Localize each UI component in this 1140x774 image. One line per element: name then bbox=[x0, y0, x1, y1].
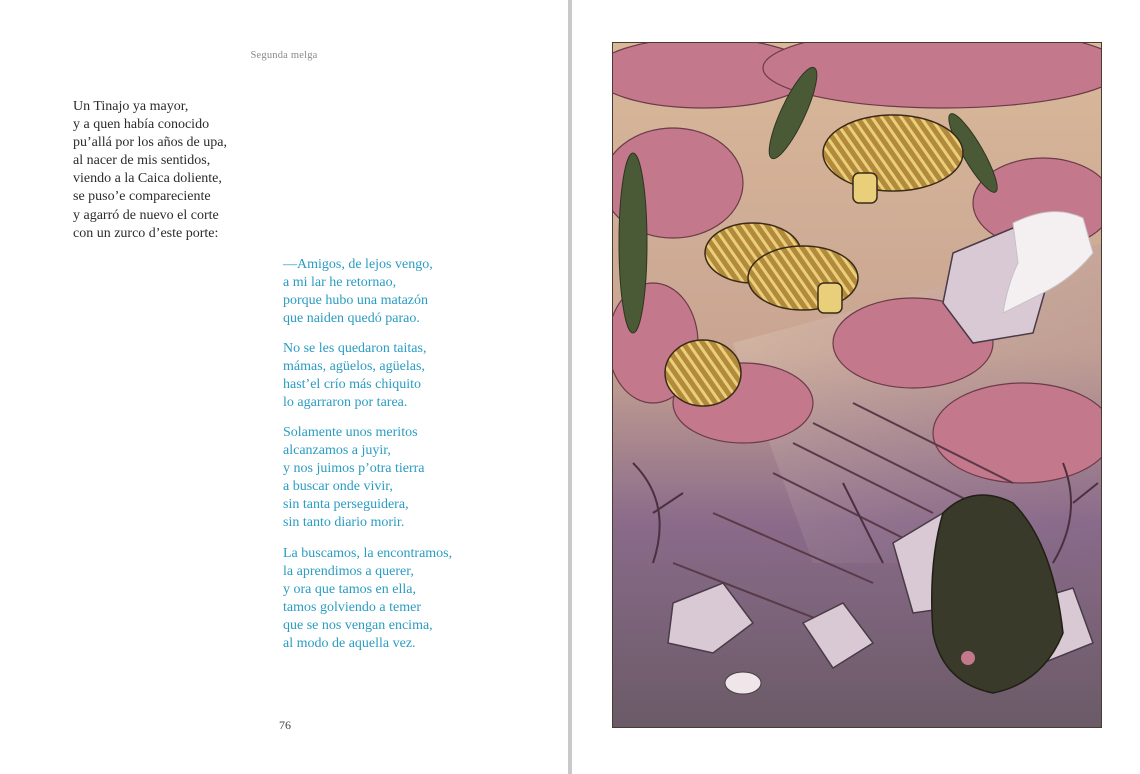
verse-line: mámas, agüelos, agüelas, bbox=[283, 359, 425, 375]
verse-line: No se les quedaron taitas, bbox=[283, 341, 427, 356]
illustration-art bbox=[613, 43, 1102, 728]
verse-line: hast’el crío más chiquito bbox=[283, 377, 422, 393]
verse-line: pu’allá por los años de upa, bbox=[73, 135, 227, 151]
verse-line: a buscar onde vivir, bbox=[283, 479, 393, 495]
verse-line: a mi lar he retornao, bbox=[283, 275, 397, 291]
skull bbox=[725, 672, 761, 694]
verse-line: alcanzamos a juyir, bbox=[283, 443, 391, 459]
verse-line: con un zurco d’este porte: bbox=[73, 225, 219, 241]
intro-stanza bbox=[73, 98, 227, 243]
capybara-small bbox=[665, 340, 741, 406]
running-head: Segunda melga bbox=[250, 50, 318, 61]
verse-line: viendo a la Caica doliente, bbox=[73, 171, 222, 187]
capybara-illustration bbox=[612, 42, 1102, 728]
basket bbox=[818, 283, 842, 313]
verse-line: y ora que tamos en ella, bbox=[283, 582, 416, 598]
verse-line: se puso’e compareciente bbox=[73, 189, 211, 205]
verse-line: y nos juimos p’otra tierra bbox=[283, 461, 425, 477]
speech-stanza bbox=[283, 340, 426, 412]
basket bbox=[853, 173, 877, 203]
verse-line: Un Tinajo ya mayor, bbox=[73, 99, 189, 114]
verse-line: que se nos vengan encima, bbox=[283, 618, 433, 634]
verse-line: que naiden quedó parao. bbox=[283, 311, 420, 327]
verse-line: Solamente unos meritos bbox=[283, 425, 418, 440]
verse-line: —Amigos, de lejos vengo, bbox=[283, 257, 433, 272]
verse-line: y a quen había conocido bbox=[73, 117, 210, 133]
right-page bbox=[572, 0, 1140, 774]
verse-line: y agarró de nuevo el corte bbox=[73, 207, 219, 223]
verse-line: tamos golviendo a temer bbox=[283, 600, 422, 616]
capybara-large bbox=[823, 115, 963, 191]
verse-line: sin tanto diario morir. bbox=[283, 515, 405, 531]
verse-line: sin tanta perseguidera, bbox=[283, 497, 409, 513]
verse-line: la aprendimos a querer, bbox=[283, 564, 414, 580]
left-page bbox=[0, 0, 568, 774]
verse-line: al nacer de mis sentidos, bbox=[73, 153, 211, 169]
verse-line: al modo de aquella vez. bbox=[283, 636, 416, 652]
page-number: 76 bbox=[279, 718, 291, 732]
flower bbox=[961, 651, 975, 665]
verse-line: La buscamos, la encontramos, bbox=[283, 546, 453, 561]
speech-stanza bbox=[283, 424, 425, 533]
verse-line: porque hubo una matazón bbox=[283, 293, 429, 309]
speech-stanza bbox=[283, 256, 433, 328]
speech-stanza bbox=[283, 545, 452, 654]
verse-line: lo agarraron por tarea. bbox=[283, 395, 408, 411]
